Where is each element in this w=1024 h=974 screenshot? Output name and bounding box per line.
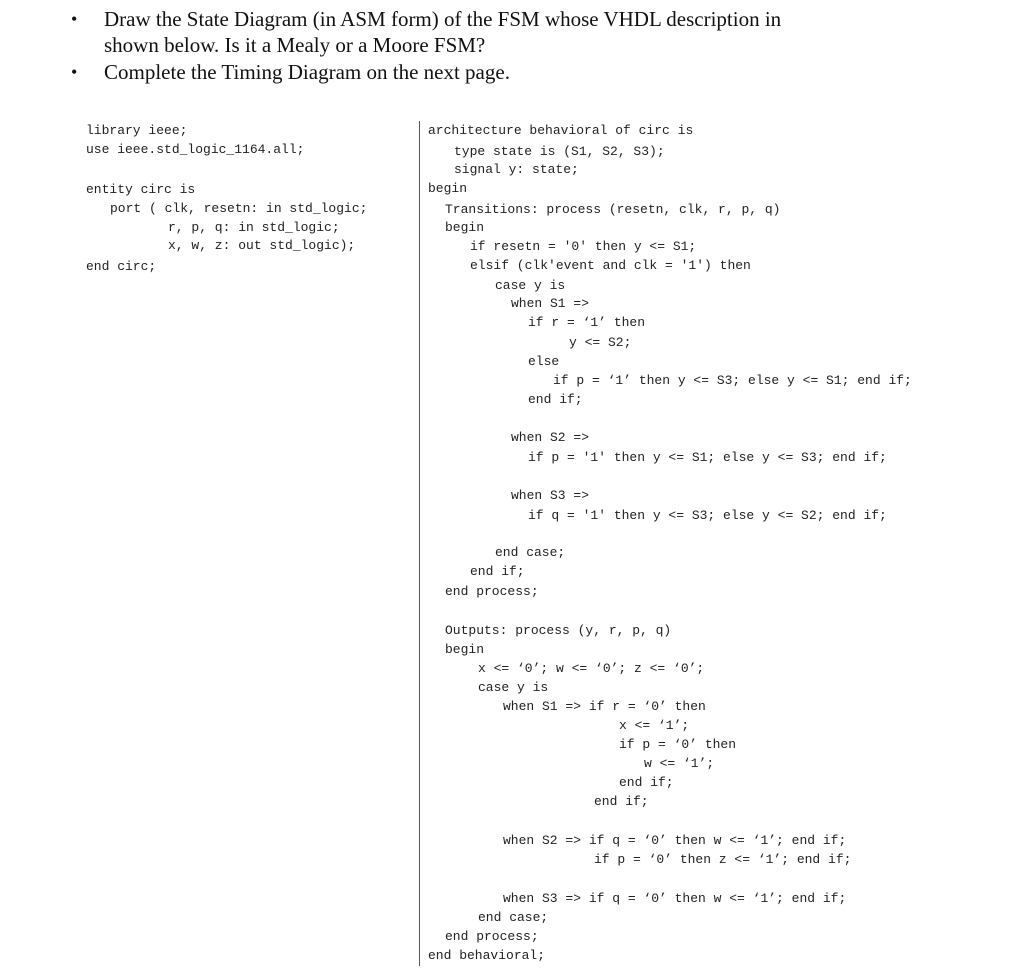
instruction-2-text: Complete the Timing Diagram on the next page. [104, 60, 510, 84]
code-line: end if; [594, 794, 649, 809]
instruction-1-continued [104, 32, 485, 58]
code-line: if p = ‘0’ then [619, 737, 737, 752]
code-line: end if; [528, 392, 583, 407]
code-line: x, w, z: out std_logic); [168, 238, 356, 253]
code-line: if p = '1' then y <= S1; else y <= S3; end if; [528, 450, 887, 465]
code-line: use ieee.std_logic_1164.all; [86, 142, 305, 157]
code-line: when S1 => [511, 296, 590, 311]
code-line: if q = '1' then y <= S3; else y <= S2; end if; [528, 508, 887, 523]
code-line: when S2 => [511, 430, 590, 445]
code-line: end circ; [86, 259, 157, 274]
code-line: when S3 => [511, 488, 590, 503]
code-line: when S3 => if q = ‘0’ then w <= ‘1’; end if; [503, 891, 847, 906]
instruction-1-text: Draw the State Diagram (in ASM form) of the FSM whose VHDL description in [104, 7, 782, 31]
instruction-2 [71, 59, 510, 85]
code-line: end behavioral; [428, 948, 546, 963]
code-line: if p = ‘1’ then y <= S3; else y <= S1; end if; [553, 373, 912, 388]
code-line: w <= ‘1’; [644, 756, 715, 771]
code-line: Transitions: process (resetn, clk, r, p, q) [445, 202, 781, 217]
code-line: signal y: state; [454, 162, 579, 177]
code-line: x <= ‘1’; [619, 718, 690, 733]
code-line: end case; [478, 910, 549, 925]
code-line: end case; [495, 545, 566, 560]
code-line: when S2 => if q = ‘0’ then w <= ‘1’; end if; [503, 833, 847, 848]
code-line: end if; [470, 564, 525, 579]
code-line: if r = ‘1’ then [528, 315, 646, 330]
code-line: library ieee; [86, 123, 188, 138]
code-line: end process; [445, 584, 539, 599]
code-line: elsif (clk'event and clk = '1') then [470, 258, 751, 273]
code-line: begin [445, 642, 485, 657]
code-line: r, p, q: in std_logic; [168, 220, 340, 235]
code-line: end if; [619, 775, 674, 790]
code-line: port ( clk, resetn: in std_logic; [110, 201, 368, 216]
code-line: if p = ‘0’ then z <= ‘1’; end if; [594, 852, 852, 867]
bullet-dot: • [71, 9, 78, 29]
column-divider [419, 121, 420, 966]
code-line: case y is [495, 278, 566, 293]
code-line: architecture behavioral of circ is [428, 123, 694, 138]
code-line: if resetn = '0' then y <= S1; [470, 239, 697, 254]
code-line: Outputs: process (y, r, p, q) [445, 623, 672, 638]
code-line: else [528, 354, 560, 369]
code-line: entity circ is [86, 182, 196, 197]
bullet-dot: • [71, 62, 78, 82]
code-line: end process; [445, 929, 539, 944]
code-line: type state is (S1, S2, S3); [454, 144, 665, 159]
instruction-1 [71, 6, 782, 32]
code-line: x <= ‘0’; w <= ‘0’; z <= ‘0’; [478, 661, 705, 676]
code-line: begin [445, 220, 485, 235]
code-line: when S1 => if r = ‘0’ then [503, 699, 706, 714]
code-line: y <= S2; [569, 335, 632, 350]
instruction-1-text-continued: shown below. Is it a Mealy or a Moore FSM? [104, 33, 486, 57]
code-line: case y is [478, 680, 549, 695]
code-line: begin [428, 181, 468, 196]
